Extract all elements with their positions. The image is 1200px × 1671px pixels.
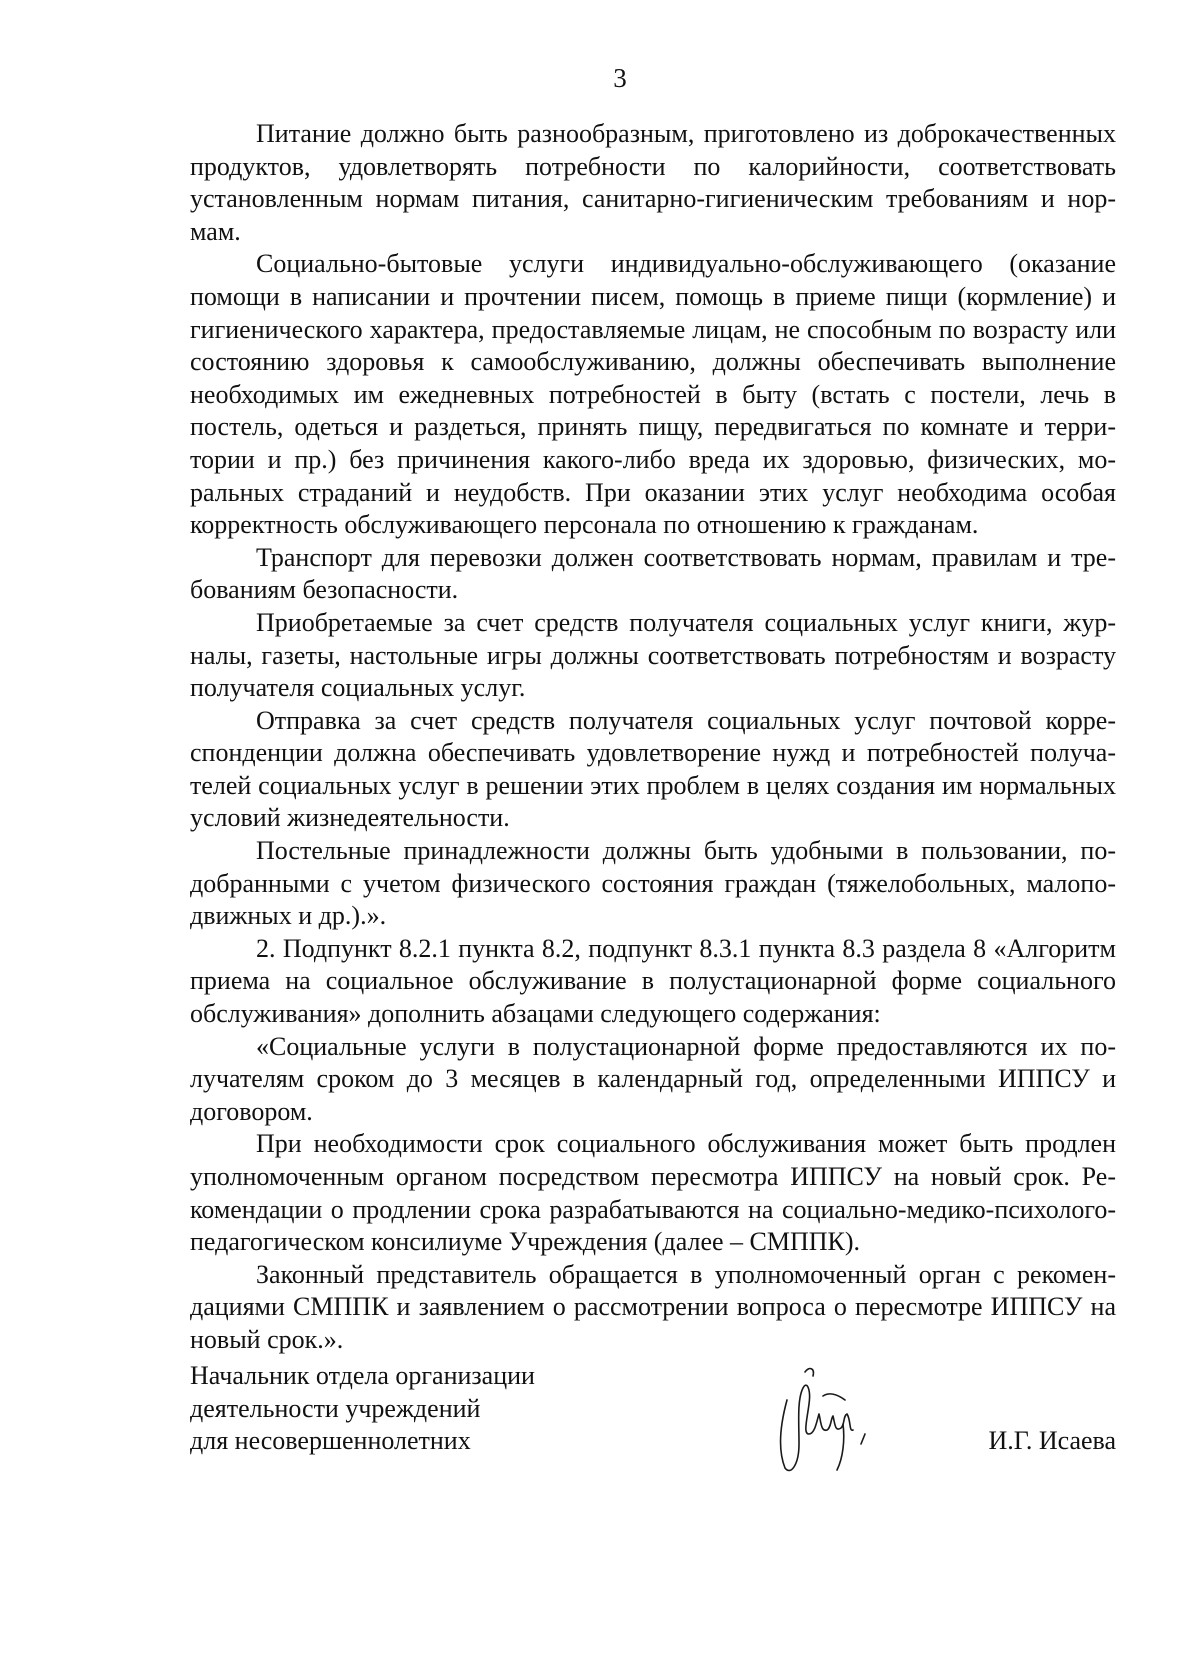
page-number: 3 — [613, 63, 627, 93]
paragraph-semistationary-services: «Социальные услуги в полустационарной форме предоставляются их получателям сроком до 3 месяцев в календарный год, определенными ИППСУ и договором. — [190, 1031, 1116, 1126]
signatory-position-line: Начальник отдела организации — [190, 1361, 535, 1390]
signatory-position-line: деятельности учреждений — [190, 1393, 481, 1423]
paragraph-purchased-items: Приобретаемые за счет средств получателя социальных услуг книги, журналы, газеты, настольные игры должны соответствовать потребностям и возрасту получателя социальных услуг. — [190, 607, 1116, 703]
paragraph-household-services: Социально-бытовые услуги индивидуально-обслуживающего (оказание помощи в написании и прочтении писем, помощь в приеме пищи (кормление) и гигиенического характера, предоставляемые лицам, не способным по возрасту или состоянию здоровья к самообслуживанию, должны обеспечивать выполнение необходимых им ежедневных потребностей в быту (встать с постели, лечь в постель, одеться и раздеться, принять пищу, передвигаться по комнате и территории и пр.) без причинения какого-либо вреда их здоровью, физических, моральных страданий и неудобств. При оказании этих услуг необходима особая корректность обслуживающего персонала по отношению к гражданам. — [190, 249, 1116, 540]
document-body — [190, 118, 1116, 1357]
signatory-position-line: для несовершеннолетних — [190, 1426, 471, 1456]
signatory-name: И.Г. Исаева — [988, 1426, 1116, 1455]
paragraph-postal-correspondence: Отправка за счет средств получателя социальных услуг почтовой корреспонденции должна обеспечивать удовлетворение нужд и потребностей получателей социальных услуг в решении этих проблем в целях создания им нормальных условий жизнедеятельности. — [190, 705, 1116, 833]
handwritten-signature-icon — [765, 1360, 875, 1480]
paragraph-nutrition: Питание должно быть разнообразным, приготовлено из доброкачественных продуктов, удовлетворять потребности по калорийности, соответствовать установленным нормам питания, санитарно-гигиеническим требованиям и нормам. — [190, 119, 1116, 246]
paragraph-transport: Транспорт для перевозки должен соответствовать нормам, правилам и требованиям безопасности. — [190, 542, 1116, 605]
paragraph-bedding: Постельные принадлежности должны быть удобными в пользовании, подобранными с учетом физического состояния граждан (тяжелобольных, малоподвижных и др.).». — [190, 836, 1116, 931]
paragraph-legal-representative: Законный представитель обращается в уполномоченный орган с рекомендациями СМППК и заявлением о рассмотрении вопроса о пересмотре ИППСУ на новый срок.». — [190, 1259, 1116, 1354]
signatory-position — [190, 1360, 610, 1458]
paragraph-extension: При необходимости срок социального обслуживания может быть продлен уполномоченным органом посредством пересмотра ИППСУ на новый срок. Рекомендации о продлении срока разрабатываются на социально-медико-психолого-педагогическом консилиуме Учреждения (далее – СМППК). — [190, 1129, 1116, 1257]
signature-block — [190, 1360, 1116, 1500]
paragraph-item-2: 2. Подпункт 8.2.1 пункта 8.2, подпункт 8.3.1 пункта 8.3 раздела 8 «Алгоритм приема на социальное обслуживание в полустационарной форме социального обслуживания» дополнить абзацами следующего содержания: — [190, 933, 1116, 1029]
